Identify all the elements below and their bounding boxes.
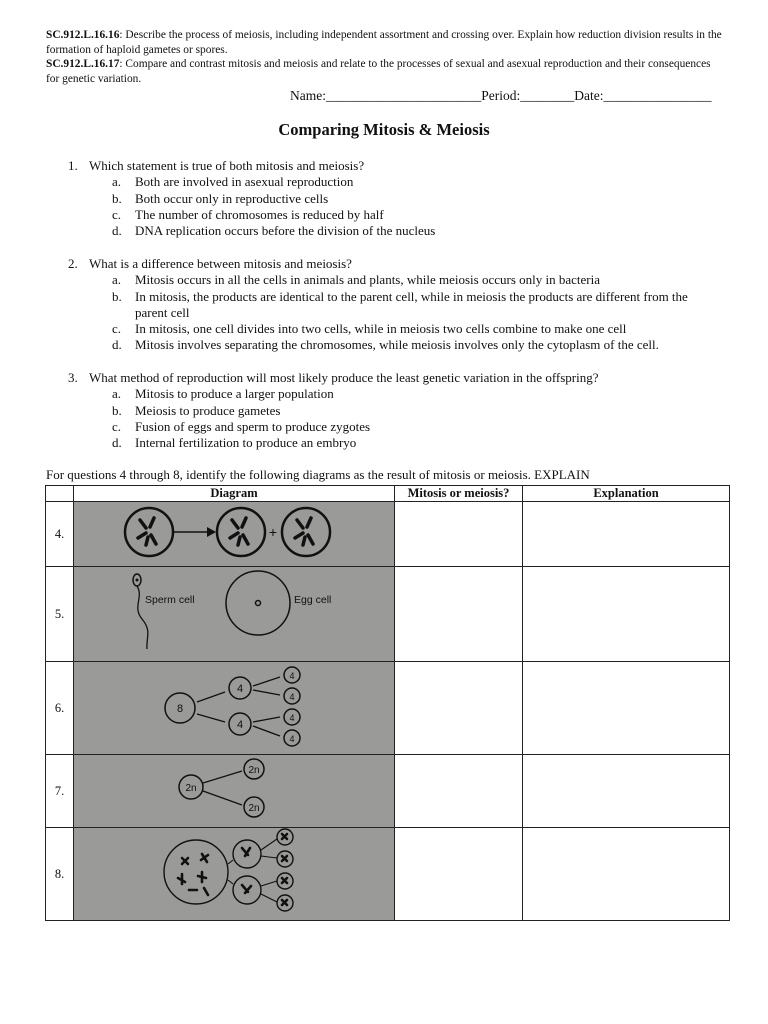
row-number: 6. (46, 662, 74, 755)
svg-text:+: + (268, 524, 278, 540)
option-text: Both occur only in reproductive cells (135, 190, 329, 206)
explanation-answer[interactable] (523, 502, 730, 567)
mitosis-or-meiosis-answer[interactable] (395, 567, 523, 662)
option-text: Both are involved in asexual reproduction (135, 174, 354, 190)
option-letter: b. (112, 190, 122, 206)
standard-code: SC.912.L.16.16 (46, 29, 120, 41)
question-number: 2. (68, 256, 78, 271)
row-number: 4. (46, 502, 74, 567)
diagram-7-image (74, 755, 394, 823)
diagram-mitosis-cell-division (74, 502, 395, 567)
table-row (46, 828, 730, 921)
option-letter: d. (112, 337, 122, 353)
question-3 (68, 370, 695, 451)
parent-cell-label: 8 (176, 703, 184, 715)
parent-cell-label: 2n (185, 783, 197, 794)
question-number: 1. (68, 158, 78, 173)
diagram-8-image (74, 828, 394, 916)
gamete-label: 4 (289, 734, 295, 744)
diagram-6-image (74, 662, 394, 750)
question-2 (68, 256, 695, 354)
table-row (46, 755, 730, 828)
option-letter: c. (112, 418, 122, 434)
header-mitosis-or-meiosis: Mitosis or meiosis? (395, 486, 523, 502)
explanation-answer[interactable] (523, 828, 730, 921)
egg-cell-label: Egg cell (294, 594, 332, 606)
answer-option-d[interactable] (112, 223, 695, 239)
mitosis-or-meiosis-answer[interactable] (395, 828, 523, 921)
daughter-cell-label: 2n (248, 803, 260, 814)
answer-option-c[interactable] (112, 419, 695, 435)
diagram-chromosome-numbers (74, 662, 395, 755)
gamete-label: 4 (289, 713, 295, 723)
daughter-cell-label: 4 (236, 719, 244, 731)
table-instructions: For questions 4 through 8, identify the following diagrams as the result of mitosis or meiosis. EXPLAIN (46, 467, 590, 482)
answer-option-b[interactable] (112, 289, 695, 322)
option-text: Mitosis occurs in all the cells in animals and plants, while meiosis occurs only in bacteria (135, 272, 601, 288)
option-text: In mitosis, one cell divides into two cells, while in meiosis two cells combine to make one cell (135, 321, 627, 337)
explanation-answer[interactable] (523, 567, 730, 662)
option-text: Meiosis to produce gametes (135, 402, 281, 418)
diagram-sperm-and-egg (74, 567, 395, 662)
diagram-meiosis-stages (74, 828, 395, 921)
name-period-date-line[interactable]: Name:_______________________Period:________Date:________________ (290, 88, 712, 103)
daughter-cell-label: 4 (236, 683, 244, 695)
sperm-cell-label: Sperm cell (145, 594, 195, 606)
mitosis-or-meiosis-answer[interactable] (395, 755, 523, 828)
diagram-2n-division (74, 755, 395, 828)
question-text: Which statement is true of both mitosis and meiosis? (89, 158, 365, 173)
option-text: Fusion of eggs and sperm to produce zygotes (135, 418, 371, 434)
row-number: 8. (46, 828, 74, 921)
option-letter: d. (112, 223, 122, 239)
daughter-cell-label: 2n (248, 765, 260, 776)
table-row (46, 502, 730, 567)
diagram-table (45, 485, 730, 921)
standard-text: : Compare and contrast mitosis and meiosis and relate to the processes of sexual and asexual reproduction and their consequences for genetic variation. (46, 58, 711, 85)
table-header-row (46, 486, 730, 502)
header-diagram: Diagram (74, 486, 395, 502)
option-letter: b. (112, 288, 122, 304)
page-title: Comparing Mitosis & Meiosis (278, 120, 490, 139)
header-number (46, 486, 74, 502)
standard-2 (46, 57, 726, 86)
answer-option-d[interactable] (112, 337, 695, 353)
question-text: What method of reproduction will most likely produce the least genetic variation in the offspring? (89, 370, 599, 385)
diagram-4-image (74, 502, 394, 562)
mitosis-or-meiosis-answer[interactable] (395, 502, 523, 567)
option-letter: d. (112, 435, 122, 451)
option-text: Internal fertilization to produce an embryo (135, 435, 357, 451)
answer-option-a[interactable] (112, 272, 695, 288)
explanation-answer[interactable] (523, 755, 730, 828)
answer-option-b[interactable] (112, 403, 695, 419)
standard-1 (46, 28, 726, 57)
option-letter: b. (112, 402, 122, 418)
option-letter: a. (112, 174, 122, 190)
answer-option-a[interactable] (112, 386, 695, 402)
table-row (46, 662, 730, 755)
answer-option-b[interactable] (112, 191, 695, 207)
option-letter: a. (112, 272, 122, 288)
table-row (46, 567, 730, 662)
answer-option-c[interactable] (112, 321, 695, 337)
option-text: In mitosis, the products are identical to the parent cell, while in meiosis the products are different from the parent cell (135, 288, 688, 320)
standards-block (46, 28, 726, 86)
option-text: Mitosis to produce a larger population (135, 386, 334, 402)
answer-option-c[interactable] (112, 207, 695, 223)
option-letter: a. (112, 386, 122, 402)
gamete-label: 4 (289, 671, 295, 681)
option-letter: c. (112, 321, 122, 337)
question-number: 3. (68, 370, 78, 385)
option-text: The number of chromosomes is reduced by half (135, 206, 384, 222)
explanation-answer[interactable] (523, 662, 730, 755)
option-letter: c. (112, 206, 122, 222)
header-explanation: Explanation (523, 486, 730, 502)
option-text: Mitosis involves separating the chromosomes, while meiosis involves only the cytoplasm of the cell. (135, 337, 659, 353)
answer-option-a[interactable] (112, 174, 695, 190)
diagram-5-image (74, 567, 394, 657)
option-text: DNA replication occurs before the division of the nucleus (135, 223, 436, 239)
standard-code: SC.912.L.16.17 (46, 58, 120, 70)
row-number: 7. (46, 755, 74, 828)
answer-option-d[interactable] (112, 435, 695, 451)
standard-text: : Describe the process of meiosis, including independent assortment and crossing over. Explain how reduction division results in the formation of haploid gametes or spores. (46, 29, 722, 56)
question-1 (68, 158, 695, 239)
gamete-label: 4 (289, 692, 295, 702)
row-number: 5. (46, 567, 74, 662)
question-text: What is a difference between mitosis and meiosis? (89, 256, 352, 271)
mitosis-or-meiosis-answer[interactable] (395, 662, 523, 755)
